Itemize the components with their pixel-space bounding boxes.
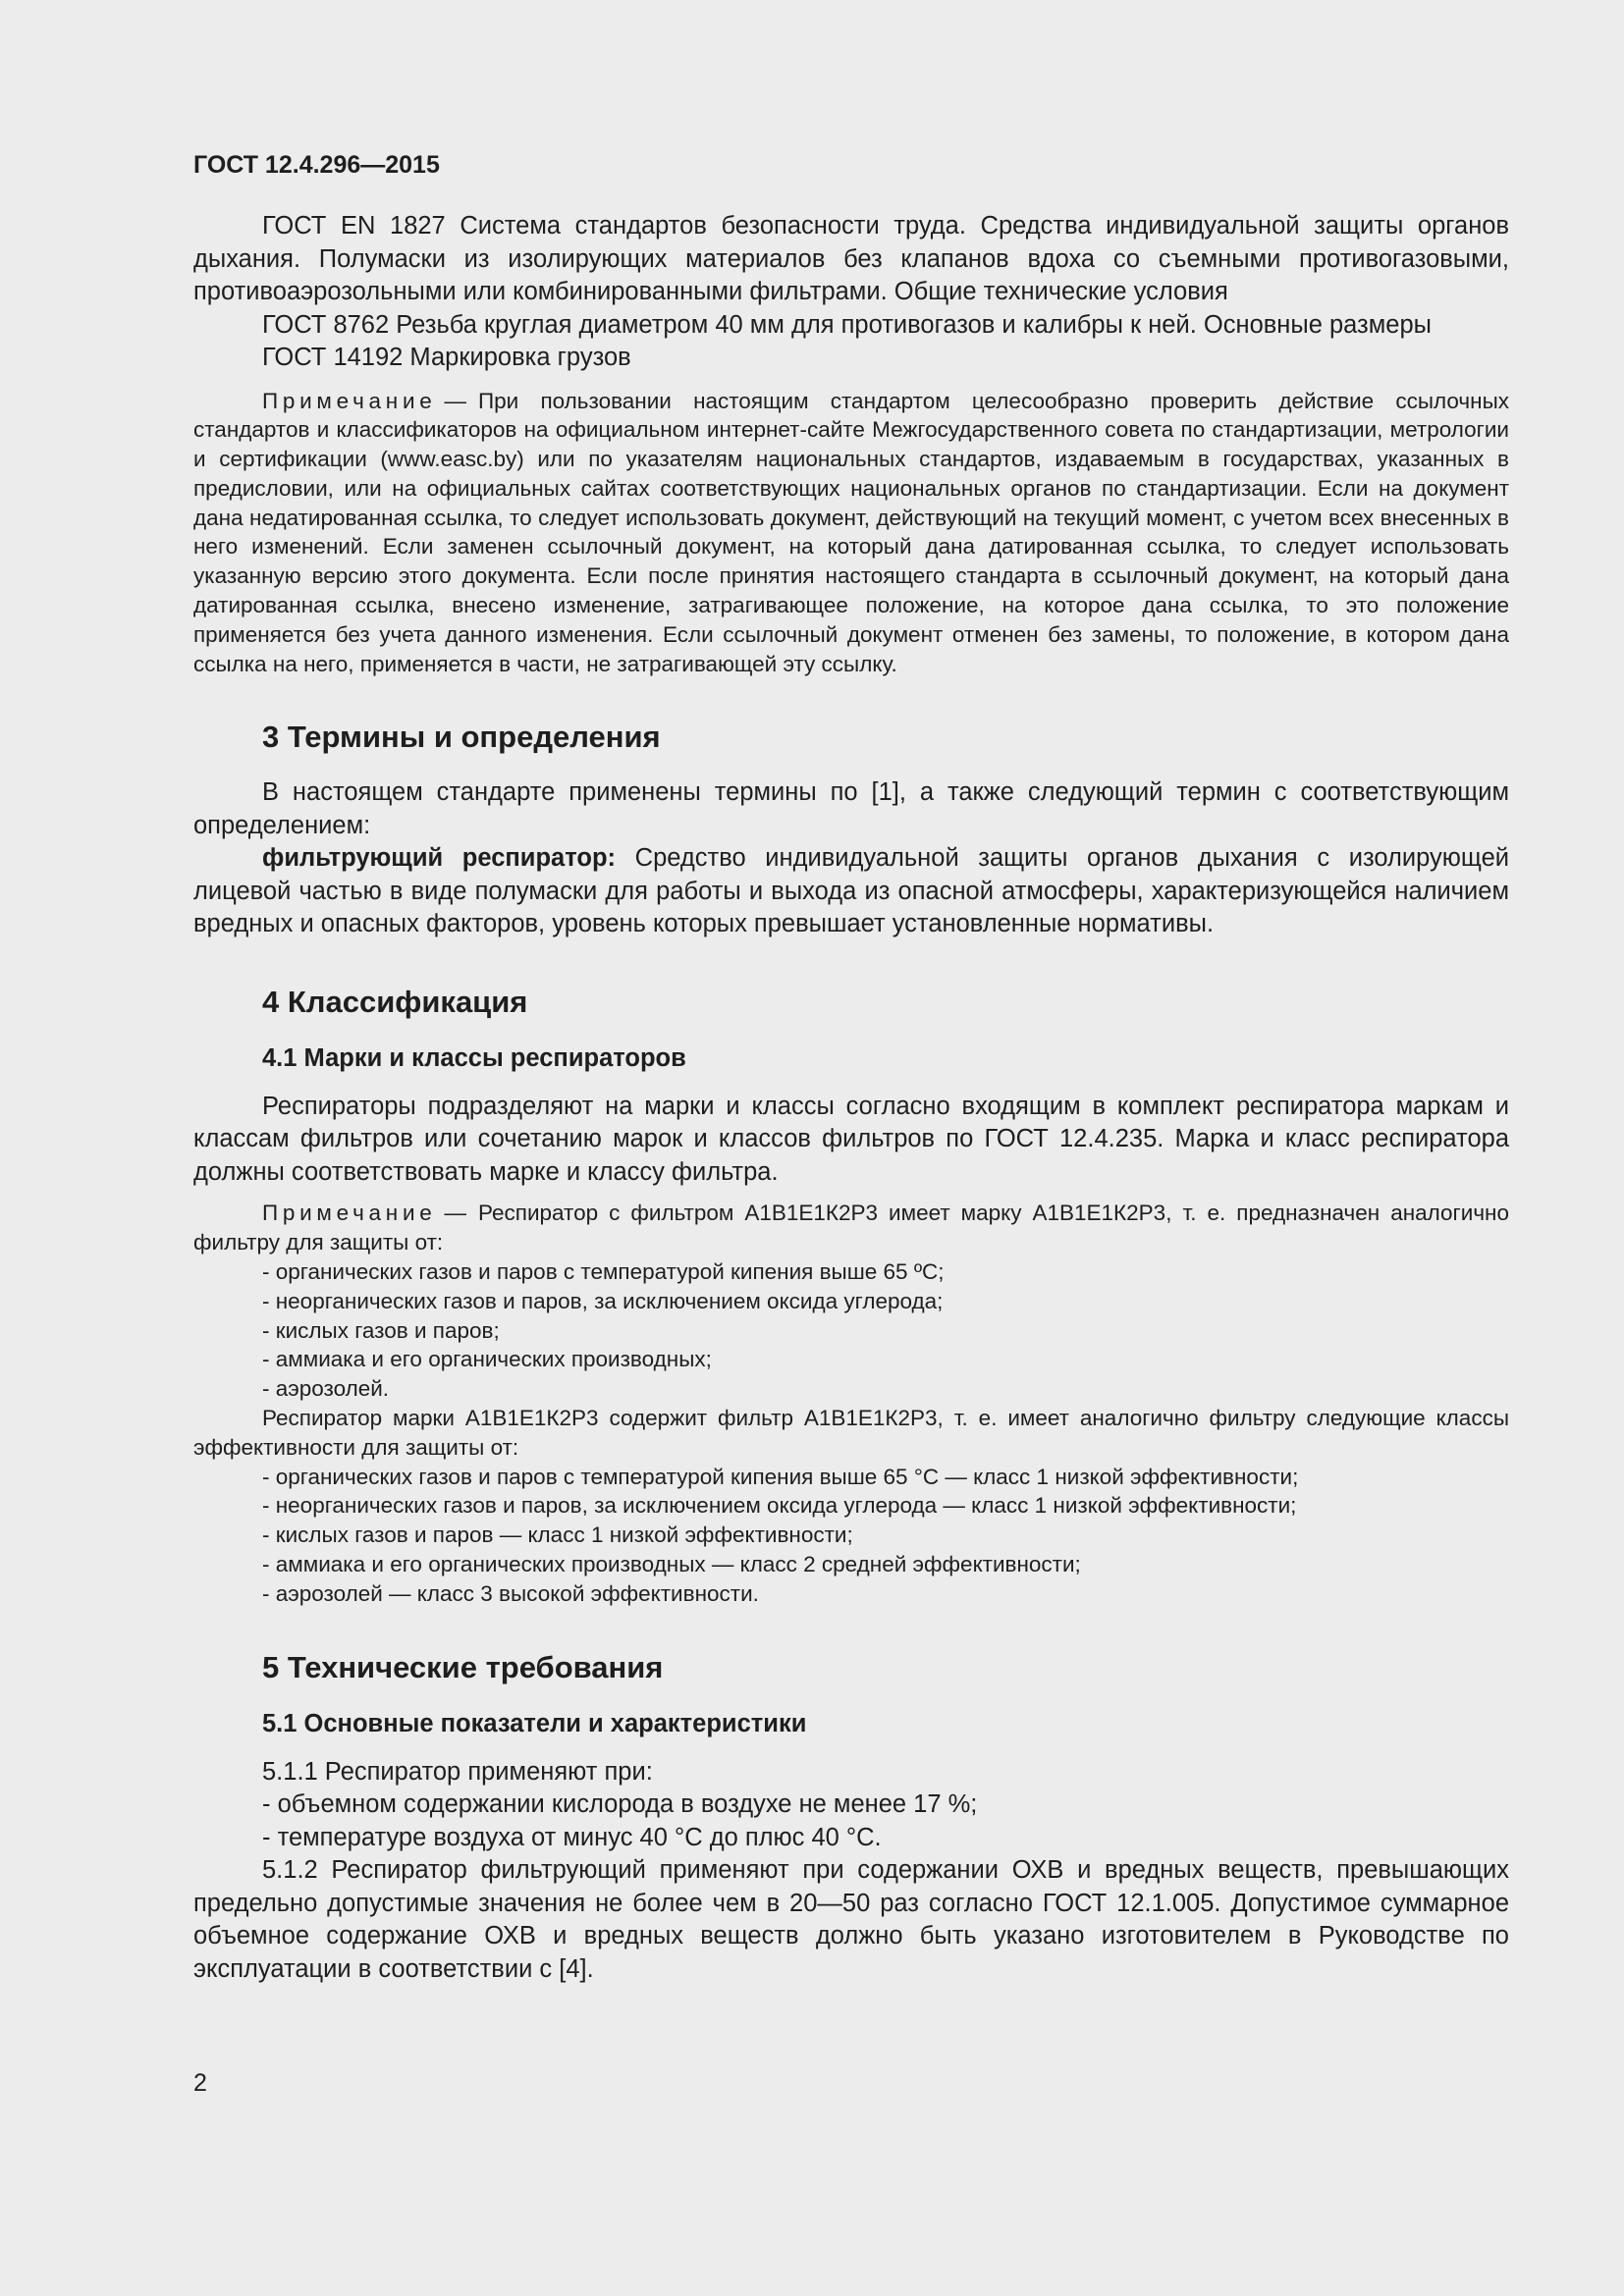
term-name: фильтрующий респиратор:: [262, 844, 617, 873]
note-references: [193, 387, 1509, 679]
page-number: 2: [193, 2069, 207, 2097]
list-item: - аэрозолей — класс 3 высокой эффективности.: [262, 1580, 759, 1606]
section-5-1-heading: 5.1 Основные показатели и характеристики: [262, 1709, 807, 1737]
note-text: При пользовании настоящим стандартом целесообразно проверить действие ссылочных стандартов и классификаторов на официальном интернет-сайте Межгосударственного совета по стандартизации, метрологии и сертификации (www.easc.by) или по указателям национальных стандартов, издаваемым в государствах, указанных в предисловии, или на официальных сайтах соответствующих национальных органов по стандартизации. Если на документ дана недатированная ссылка, то следует использовать документ, действующий на текущий момент, с учетом всех внесенных в него изменений. Если заменен ссылочный документ, на который дана датированная ссылка, то следует использовать указанную версию этого документа. Если после принятия настоящего стандарта в ссылочный документ, на который дана датированная ссылка, внесено изменение, затрагивающее положение, на которое дана ссылка, то это положение применяется без учета данного изменения. Если ссылочный документ отменен без замены, то положение, в котором дана ссылка на него, применяется в части, не затрагивающей эту ссылку.: [193, 388, 1509, 676]
section-5-1-2-text: 5.1.2 Респиратор фильтрующий применяют при содержании ОХВ и вредных веществ, превышающих предельно допустимые значения не более чем в 20—50 раз согласно ГОСТ 12.1.005. Допустимое суммарное объемное содержание ОХВ и вредных веществ должно быть указано изготовителем в Руководстве по эксплуатации в соответствии с [4].: [193, 1856, 1509, 1983]
list-item: - кислых газов и паров — класс 1 низкой эффективности;: [262, 1522, 853, 1548]
section-5-heading: 5 Технические требования: [262, 1649, 664, 1684]
section-5-1-1-text: 5.1.1 Респиратор применяют при:: [262, 1757, 653, 1786]
list-item: - аммиака и его органических производных — класс 2 средней эффективности;: [262, 1552, 1081, 1577]
section-3-intro: В настоящем стандарте применены термины по [1], а также следующий термин с соответствующим определением:: [193, 778, 1509, 839]
note-label: Примечание: [262, 1201, 437, 1226]
list-item: - органических газов и паров с температурой кипения выше 65 °С — класс 1 низкой эффективности;: [262, 1464, 1299, 1489]
list-item: - неорганических газов и паров, за исключением оксида углерода;: [262, 1288, 944, 1313]
section-4-1-text: Респираторы подразделяют на марки и классы согласно входящим в комплект респиратора маркам и классам фильтров или сочетанию марок и классов фильтров по ГОСТ 12.4.235. Марка и класс респиратора должны соответствовать марке и классу фильтра.: [193, 1092, 1509, 1186]
section-3-heading: 3 Термины и определения: [262, 720, 661, 755]
list-item: - органических газов и паров с температурой кипения выше 65 ºС;: [262, 1259, 945, 1285]
efficiency-list: [193, 1463, 1509, 1609]
section-4-1-heading: 4.1 Марки и классы респираторов: [262, 1043, 686, 1072]
conditions-list: [193, 1789, 1509, 1854]
section-4-heading: 4 Классификация: [262, 984, 528, 1019]
note-text: Респиратор с фильтром А1В1Е1К2Р3 имеет марку А1В1Е1К2Р3, т. е. предназначен аналогично фильтру для защиты от:: [193, 1201, 1509, 1255]
reference-gost-14192: ГОСТ 14192 Маркировка грузов: [262, 344, 631, 371]
list-item: - объемном содержании кислорода в воздухе не менее 17 %;: [262, 1790, 978, 1819]
page-content: [193, 145, 1509, 1986]
list-item: - кислых газов и паров;: [262, 1317, 500, 1343]
section-4-note: [193, 1199, 1509, 1257]
list-item: - температуре воздуха от минус 40 °С до плюс 40 °С.: [262, 1823, 882, 1851]
term-definition: [193, 842, 1509, 941]
note-dash: —: [444, 388, 466, 413]
document-id: ГОСТ 12.4.296—2015: [193, 151, 440, 179]
section-4-note-text-2: Респиратор марки А1В1Е1К2Р3 содержит фильтр А1В1Е1К2Р3, т. е. имеет аналогично фильтру следующие классы эффективности для защиты от:: [193, 1406, 1509, 1460]
note-label: Примечание: [262, 388, 437, 413]
protection-list: [193, 1257, 1509, 1404]
list-item: - неорганических газов и паров, за исключением оксида углерода — класс 1 низкой эффективности;: [262, 1493, 1297, 1519]
list-item: - аммиака и его органических производных;: [262, 1347, 712, 1372]
note-dash: —: [444, 1201, 466, 1226]
list-item: - аэрозолей.: [262, 1376, 390, 1402]
term-text: Средство индивидуальной защиты органов дыхания с изолирующей лицевой частью в виде полумаски для работы и выхода из опасной атмосферы, характеризующейся наличием вредных и опасных факторов, уровень которых превышает установленные нормативы.: [193, 844, 1510, 938]
reference-gost-en-1827: ГОСТ EN 1827 Система стандартов безопасности труда. Средства индивидуальной защиты органов дыхания. Полумаски из изолирующих материалов без клапанов вдоха со съемными противогазовыми, противоаэрозольными или комбинированными фильтрами. Общие технические условия: [193, 212, 1509, 305]
reference-gost-8762: ГОСТ 8762 Резьба круглая диаметром 40 мм для противогазов и калибры к ней. Основные размеры: [262, 310, 1432, 339]
